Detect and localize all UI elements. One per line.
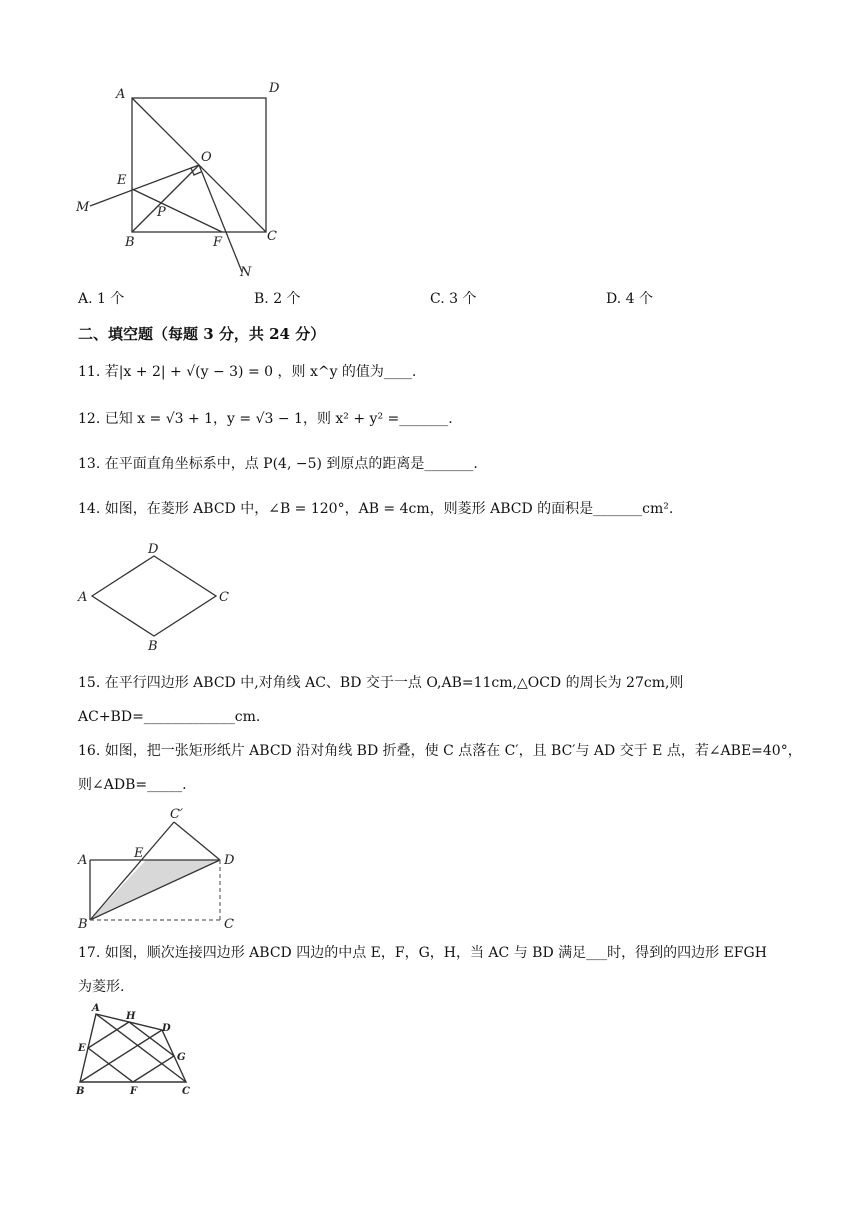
option-d: D. 4 个 [606, 291, 653, 307]
label-b: B [148, 639, 158, 654]
label-a: A [92, 1003, 100, 1014]
label-e: E [117, 173, 127, 188]
label-n: N [240, 265, 252, 280]
section-title: 二、填空题（每题 3 分，共 24 分） [78, 325, 326, 343]
label-a: A [116, 87, 126, 102]
question-15-line-2: AC+BD=_____________cm. [78, 709, 261, 725]
label-e: E [134, 846, 144, 861]
label-c: C [219, 590, 229, 605]
question-16-line-2: 则∠ADB=_____. [78, 777, 187, 793]
figure-q10 [70, 78, 300, 284]
question-15-line-1: 15. 在平行四边形 ABCD 中,对角线 AC、BD 交于一点 O,AB=11cm,△OCD 的周长为 27cm,则 [78, 675, 684, 691]
figure-q17 [74, 1000, 204, 1098]
label-c: C [182, 1086, 190, 1097]
question-17-line-1: 17. 如图，顺次连接四边形 ABCD 四边的中点 E，F，G，H，当 AC 与 BD 满足___时，得到的四边形 EFGH [78, 945, 767, 961]
option-c: C. 3 个 [430, 291, 477, 307]
label-f: F [130, 1086, 138, 1097]
question-14: 14. 如图，在菱形 ABCD 中，∠B = 120°，AB = 4cm，则菱形 ABCD 的面积是_______cm². [78, 501, 674, 517]
label-a: A [78, 590, 88, 605]
label-a: A [78, 853, 88, 868]
label-d: D [269, 81, 280, 96]
question-11: 11. 若|x + 2| + √(y − 3) = 0 ，则 x^y 的值为____. [78, 364, 417, 380]
label-o: O [201, 150, 212, 165]
label-d: D [162, 1023, 171, 1034]
figure-q16 [76, 802, 256, 932]
label-c: C [267, 229, 277, 244]
question-12: 12. 已知 x = √3 + 1，y = √3 − 1，则 x² + y² =_______. [78, 411, 453, 427]
label-b: B [78, 917, 88, 932]
question-16-line-1: 16. 如图，把一张矩形纸片 ABCD 沿对角线 BD 折叠，使 C 点落在 C′，且 BC′与 AD 交于 E 点，若∠ABE=40°， [78, 743, 802, 759]
label-e: E [78, 1043, 86, 1054]
label-g: G [177, 1052, 186, 1063]
label-p: P [157, 205, 166, 220]
label-b: B [76, 1086, 85, 1097]
option-b: B. 2 个 [254, 291, 301, 307]
label-b: B [125, 235, 135, 250]
label-c: C [224, 917, 234, 932]
option-a: A. 1 个 [78, 291, 125, 307]
question-13: 13. 在平面直角坐标系中，点 P(4, −5) 到原点的距离是_______. [78, 456, 478, 472]
label-c-prime: C′ [170, 807, 183, 822]
figure-q14 [78, 540, 238, 652]
label-h: H [126, 1011, 136, 1022]
label-f: F [213, 235, 223, 250]
label-d: D [224, 853, 235, 868]
question-17-line-2: 为菱形. [78, 979, 125, 995]
label-m: M [76, 200, 90, 215]
label-d: D [148, 542, 159, 557]
